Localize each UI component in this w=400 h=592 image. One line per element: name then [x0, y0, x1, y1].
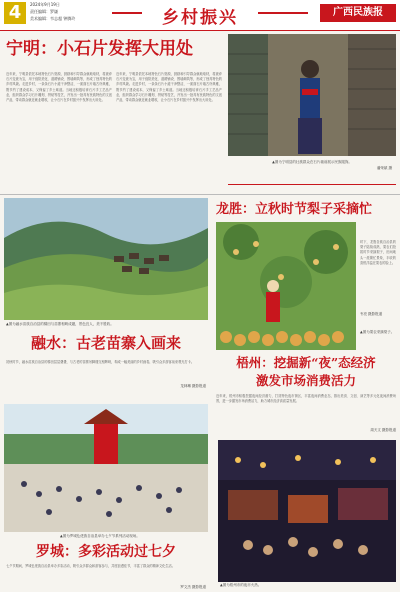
story3-body: 时下，龙胜各族自治县的梨子陆续成熟，果农们抢抓时节采摘梨子，田间地头一派繁忙景象，丰收的喜悦洋溢在果农的脸上。 [360, 240, 396, 265]
story2-headline: 融水：古老苗寨入画来 [30, 334, 181, 352]
date-line: 2024年9月19日 [30, 2, 60, 7]
section-divider [0, 194, 400, 195]
story5-credit: 罗文杰 摄影报道 [180, 585, 206, 589]
story3-credit: 韦亮 摄影报道 [360, 312, 383, 316]
editor-line: 责任编辑：罗谦 [30, 9, 58, 14]
story1-photo [228, 34, 396, 156]
story1-credit: 潘荣斌 摄 [376, 166, 392, 170]
story1-body-col2: 近年来，宁明县依托本地特色石片资源，鼓励和引导群众就地取材，将废弃石片变废为宝，用于庭院美化、道路铺设、围墙砌筑等，形成了独具特色的乡村风貌。走进乡村，一条条石片小道干净整洁，一面面石片墙古朴典雅，既节约了建设成本，又保留了乡土味道。当地还积极培育石片手工艺品产业，组织群众学习石片雕刻、拼贴等技艺，开发出一批具有民族特色的文创产品，带动群众就近就业增收，让小石片在乡村振兴中发挥出大用处。 [116, 72, 222, 103]
story5-caption: ▲图为罗城仫佬族自治县举办七夕节系列活动现场。 [60, 534, 140, 538]
section-title: 乡村振兴 [162, 8, 238, 28]
header-rule [0, 30, 400, 31]
story3-photo [216, 222, 356, 350]
story3-caption: ▲图为果农采摘梨子。 [360, 330, 395, 334]
story4-headline-line2: 激发市场消费活力 [255, 373, 356, 388]
story5-body: 七夕节期间，罗城仫佬族自治县举办多彩活动，吸引众多群众和游客参与，共度浪漫佳节，丰富了群众的精神文化生活。 [6, 564, 175, 568]
story4-caption: ▲图为梧州市的夜市火热。 [220, 583, 262, 587]
header-ornament-right [258, 12, 308, 14]
story4-photo [218, 440, 396, 582]
story5-photo [4, 404, 208, 532]
story2-credit: 龙林琳 摄影报道 [180, 384, 206, 388]
page-number: 4 [4, 2, 26, 24]
story3-headline: 龙胜：立秋时节梨子采摘忙 [216, 202, 373, 217]
story2-body: 初秋时节，融水苗族自治县的梯田层层叠叠，与古老的苗寨吊脚楼交相辉映，构成一幅美丽的乡村画卷，吸引众多游客前来观光打卡。 [6, 360, 195, 364]
brand-logo: 广西民族报 [320, 4, 396, 22]
story5-headline: 罗城：多彩活动过七夕 [36, 544, 176, 560]
story4-body: 近年来，梧州市积极挖掘夜间经济潜力，打造特色夜市街区，丰富夜间消费业态，推出美食、文创、演艺等多元化夜间消费场景，进一步激发市场消费活力，助力城市经济高质量发展。 [216, 394, 396, 404]
story1-caption-rule [228, 184, 396, 185]
story4-headline-line1: 梧州：挖掘新“夜”态经济 [236, 355, 376, 370]
story1-body-col1: 近年来，宁明县依托本地特色石片资源，鼓励和引导群众就地取材，将废弃石片变废为宝，用于庭院美化、道路铺设、围墙砌筑等，形成了独具特色的乡村风貌。走进乡村，一条条石片小道干净整洁，一面面石片墙古朴典雅，既节约了建设成本，又保留了乡土味道。当地还积极培育石片手工艺品产业，组织群众学习石片雕刻、拼贴等技艺，开发出一批具有民族特色的文创产品，带动群众就近就业增收，让小石片在乡村振兴中发挥出大用处。 [6, 72, 112, 103]
story1-headline: 宁明：小石片发挥大用处 [6, 39, 193, 59]
story2-photo [4, 198, 208, 320]
story1-caption: ▲图为宁明县的壮族群众在石片墙前展示民族服饰。 [272, 160, 352, 164]
story2-caption: ▲图为融水苗族自治县的梯田与苗寨相映成趣，景色宜人，美不胜收。 [6, 322, 114, 326]
proof-line: 美术编辑：韦志超 钟腾玲 [30, 16, 76, 21]
header-ornament-left [112, 12, 142, 14]
story4-credit: 周天文 摄影报道 [370, 428, 396, 432]
